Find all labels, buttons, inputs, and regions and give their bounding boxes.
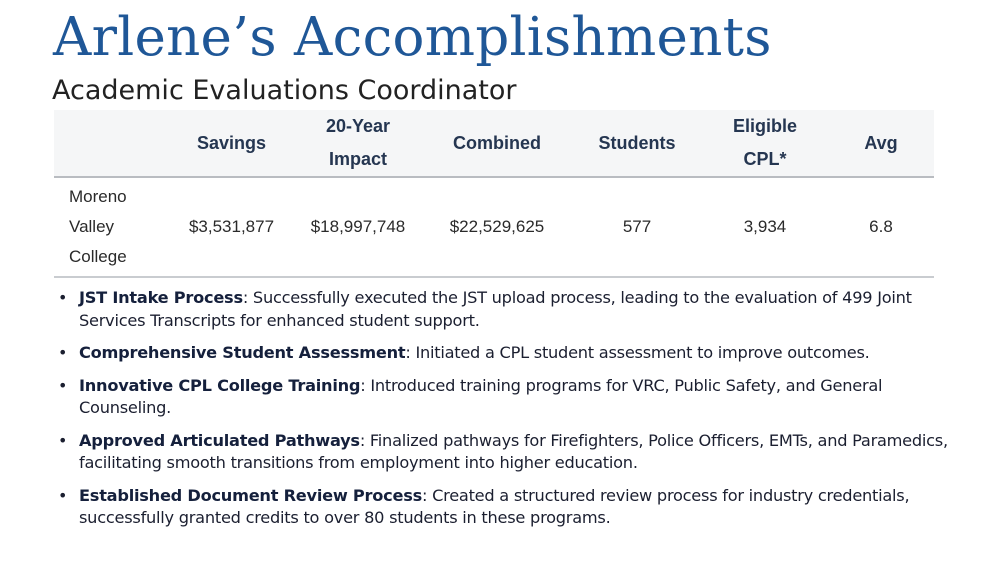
item-heading: JST Intake Process (79, 288, 243, 307)
accomplishments-list (58, 287, 978, 540)
table-row (54, 177, 934, 277)
column-header-avg: Avg (828, 110, 934, 177)
list-item-document-review (58, 485, 978, 530)
item-text: : Introduced training programs for VRC, Public Safety, and General Counseling. (79, 375, 883, 417)
list-item-student-assessment (58, 342, 978, 365)
column-header-eligible-cpl: Eligible CPL* (702, 110, 828, 177)
page-subtitle: Academic Evaluations Coordinator (52, 75, 517, 106)
metrics-table-container (54, 110, 934, 278)
item-text: : Created a structured review process for industry credentials, successfully granted credits to over 80 students in these programs. (79, 485, 910, 527)
column-header-students: Students (572, 110, 702, 177)
table-header-row (54, 110, 934, 177)
cell-avg: 6.8 (828, 177, 934, 277)
metrics-table (54, 110, 934, 278)
item-heading: Approved Articulated Pathways (79, 430, 360, 450)
list-item-cpl-training (58, 375, 978, 420)
bullet-icon: • (58, 288, 68, 307)
list-item-articulated-pathways (58, 430, 978, 475)
item-text: : Initiated a CPL student assessment to improve outcomes. (405, 343, 870, 362)
item-heading: Innovative CPL College Training (79, 375, 361, 395)
bullet-icon: • (58, 485, 68, 505)
bullet-icon: • (58, 430, 68, 450)
bullet-icon: • (58, 375, 68, 395)
column-header-savings: Savings (169, 110, 294, 177)
cell-students: 577 (572, 177, 702, 277)
cell-savings: $3,531,877 (169, 177, 294, 277)
page-title: Arlene’s Accomplishments (53, 7, 772, 68)
cell-eligible-cpl: 3,934 (702, 177, 828, 277)
bullet-icon: • (58, 343, 68, 362)
item-heading: Comprehensive Student Assessment (79, 343, 406, 362)
item-text: : Finalized pathways for Firefighters, Police Officers, EMTs, and Paramedics, facilitating smooth transitions from employment into higher education. (79, 430, 948, 472)
column-header-20-year-impact: 20-Year Impact (294, 110, 422, 177)
cell-20-year-impact: $18,997,748 (294, 177, 422, 277)
list-item-jst-intake (58, 287, 978, 332)
cell-college: Moreno Valley College (54, 177, 169, 277)
column-header-combined: Combined (422, 110, 572, 177)
cell-combined: $22,529,625 (422, 177, 572, 277)
item-heading: Established Document Review Process (79, 485, 422, 505)
column-header-college (54, 110, 169, 177)
item-text: : Successfully executed the JST upload process, leading to the evaluation of 499 Joint Services Transcripts for enhanced student support. (79, 288, 912, 330)
